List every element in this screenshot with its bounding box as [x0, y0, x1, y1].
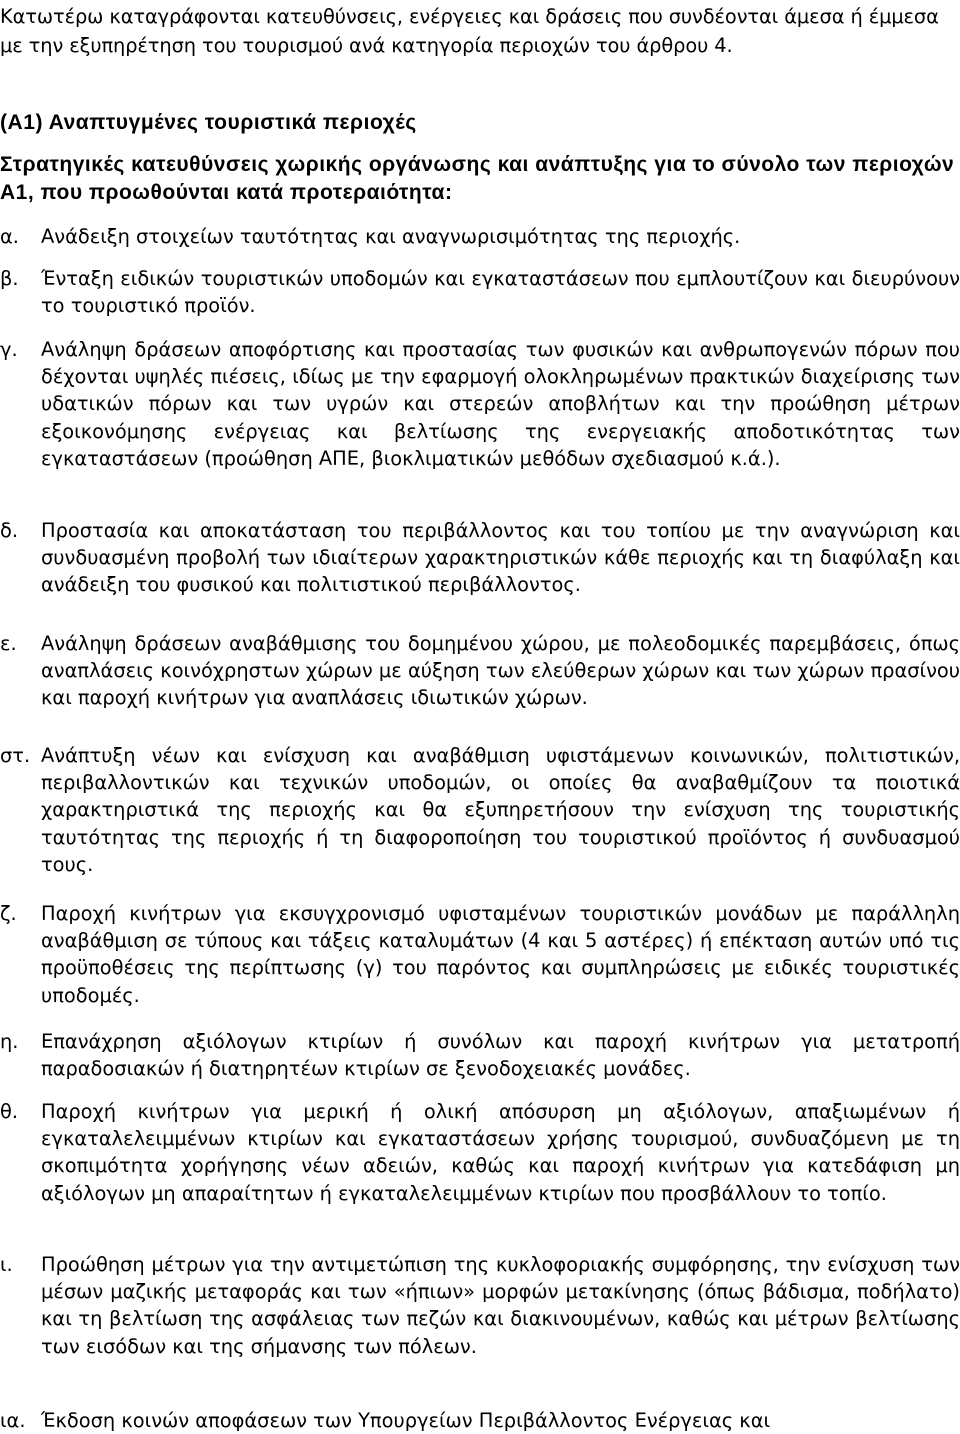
list-item-marker: β. — [0, 267, 19, 290]
list-item-marker: γ. — [0, 338, 18, 361]
list-item — [0, 1028, 960, 1082]
list-item-text: Ανάληψη δράσεων αναβάθμισης του δομημένου χώρου, με πολεοδομικές παρεμβάσεις, όπως αναπλάσεις κοινόχρηστων χώρων με αύξηση των ελεύθερων χώρων και των χώρων πρασίνου και παροχή κινήτρων για αναπλάσεις ιδιωτικών χώρων. — [41, 632, 960, 710]
list-item — [0, 900, 960, 1009]
list-item-text: Έκδοση κοινών αποφάσεων των Υπουργείων Περιβάλλοντος Ενέργειας και — [41, 1409, 771, 1432]
list-item-text: Επανάχρηση αξιόλογων κτιρίων ή συνόλων και παροχή κινήτρων για μετατροπή παραδοσιακών ή διατηρητέων κτιρίων σε ξενοδοχειακές μονάδες. — [41, 1030, 960, 1081]
list-item-marker: θ. — [0, 1100, 19, 1123]
list-item — [0, 1251, 960, 1360]
strategy-heading: Στρατηγικές κατευθύνσεις χωρικής οργάνωσης και ανάπτυξης για το σύνολο των περιοχών Α1, που προωθούνται κατά προτεραιότητα: — [0, 153, 955, 204]
list-item-text: Ένταξη ειδικών τουριστικών υποδομών και εγκαταστάσεων που εμπλουτίζουν και διευρύνουν το τουριστικό προϊόν. — [41, 267, 960, 318]
intro-paragraph: Κατωτέρω καταγράφονται κατευθύνσεις, ενέργειες και δράσεις που συνδέονται άμεσα ή έμμεσα με την εξυπηρέτηση του τουρισμού ανά κατηγορία περιοχών του άρθρου 4. — [0, 5, 939, 57]
list-item-text: Προστασία και αποκατάσταση του περιβάλλοντος και του τοπίου με την αναγνώριση και συνδυασμένη προβολή των ιδιαίτερων χαρακτηριστικών κάθε περιοχής και τη διαφύλαξη και ανάδειξη του φυσικού και πολιτιστικού περιβάλλοντος. — [41, 519, 960, 597]
list-item-text: Ανάπτυξη νέων και ενίσχυση και αναβάθμιση υφιστάμενων κοινωνικών, πολιτιστικών, περιβαλλοντικών και τεχνικών υποδομών, οι οποίες θα αναβαθμίζουν τα ποιοτικά χαρακτηριστικά της περιοχής και θα εξυπηρετήσουν την ενίσχυση της τουριστικής ταυτότητας της περιοχής ή τη διαφοροποίηση του τουριστικού προϊόντος ή συνδυασμού τους. — [41, 744, 960, 876]
list-item — [0, 1098, 960, 1207]
list-item — [0, 265, 960, 319]
section-heading: (Α1) Αναπτυγμένες τουριστικά περιοχές — [0, 111, 417, 134]
list-item — [0, 223, 960, 250]
list-item-marker: δ. — [0, 519, 19, 542]
list-item-text: Ανάληψη δράσεων αποφόρτισης και προστασίας των φυσικών και ανθρωπογενών πόρων που δέχονται υψηλές πιέσεις, ιδίως με την εφαρμογή ολοκληρωμένων πρακτικών διαχείρισης των υδατικών πόρων και των υγρών και στερεών αποβλήτων και την προώθηση μέτρων εξοικονόμησης ενέργειας και βελτίωσης της ενεργειακής αποδοτικότητας των εγκαταστάσεων (προώθηση ΑΠΕ, βιοκλιματικών μεθόδων σχεδιασμού κ.ά.). — [41, 338, 960, 470]
list-item — [0, 742, 960, 878]
list-item-marker: η. — [0, 1030, 19, 1053]
list-item-text: Παροχή κινήτρων για εκσυγχρονισμό υφισταμένων τουριστικών μονάδων με παράλληλη αναβάθμιση σε τύπους και τάξεις καταλυμάτων (4 και 5 αστέρες) ή επέκταση αυτών υπό τις προϋποθέσεις της περίπτωσης (γ) του παρόντος και συμπληρώσεις με ειδικές τουριστικές υποδομές. — [41, 902, 960, 1007]
list-item-marker: ζ. — [0, 902, 17, 925]
list-item-marker: ι. — [0, 1253, 13, 1276]
list-item — [0, 517, 960, 599]
list-item-text: Ανάδειξη στοιχείων ταυτότητας και αναγνωρισιμότητας της περιοχής. — [41, 225, 741, 248]
list-item-marker: ε. — [0, 632, 17, 655]
list-item-marker: ια. — [0, 1409, 26, 1432]
list-item-marker: α. — [0, 225, 19, 248]
list-item-text: Παροχή κινήτρων για μερική ή ολική απόσυρση μη αξιόλογων, απαξιωμένων ή εγκαταλελειμμένων κτιρίων και εγκαταστάσεων χρήσης τουρισμού, συνδυαζόμενη με τη σκοπιμότητα χορήγησης νέων αδειών, καθώς και παροχή κινήτρων για κατεδάφιση μη αξιόλογων μη απαραίτητων ή εγκαταλελειμμένων κτιρίων που προσβάλλουν το τοπίο. — [41, 1100, 960, 1205]
list-item-text: Προώθηση μέτρων για την αντιμετώπιση της κυκλοφοριακής συμφόρησης, την ενίσχυση των μέσων μαζικής μεταφοράς και των «ήπιων» μορφών μετακίνησης (όπως βάδισμα, ποδήλατο) και τη βελτίωση της ασφάλειας των πεζών και διακινουμένων, καθώς και μέτρων βελτίωσης των εισόδων και της σήμανσης των πόλεων. — [41, 1253, 960, 1358]
list-item — [0, 1407, 960, 1434]
list-item — [0, 336, 960, 472]
list-item-marker: στ. — [0, 744, 31, 767]
list-item — [0, 630, 960, 712]
